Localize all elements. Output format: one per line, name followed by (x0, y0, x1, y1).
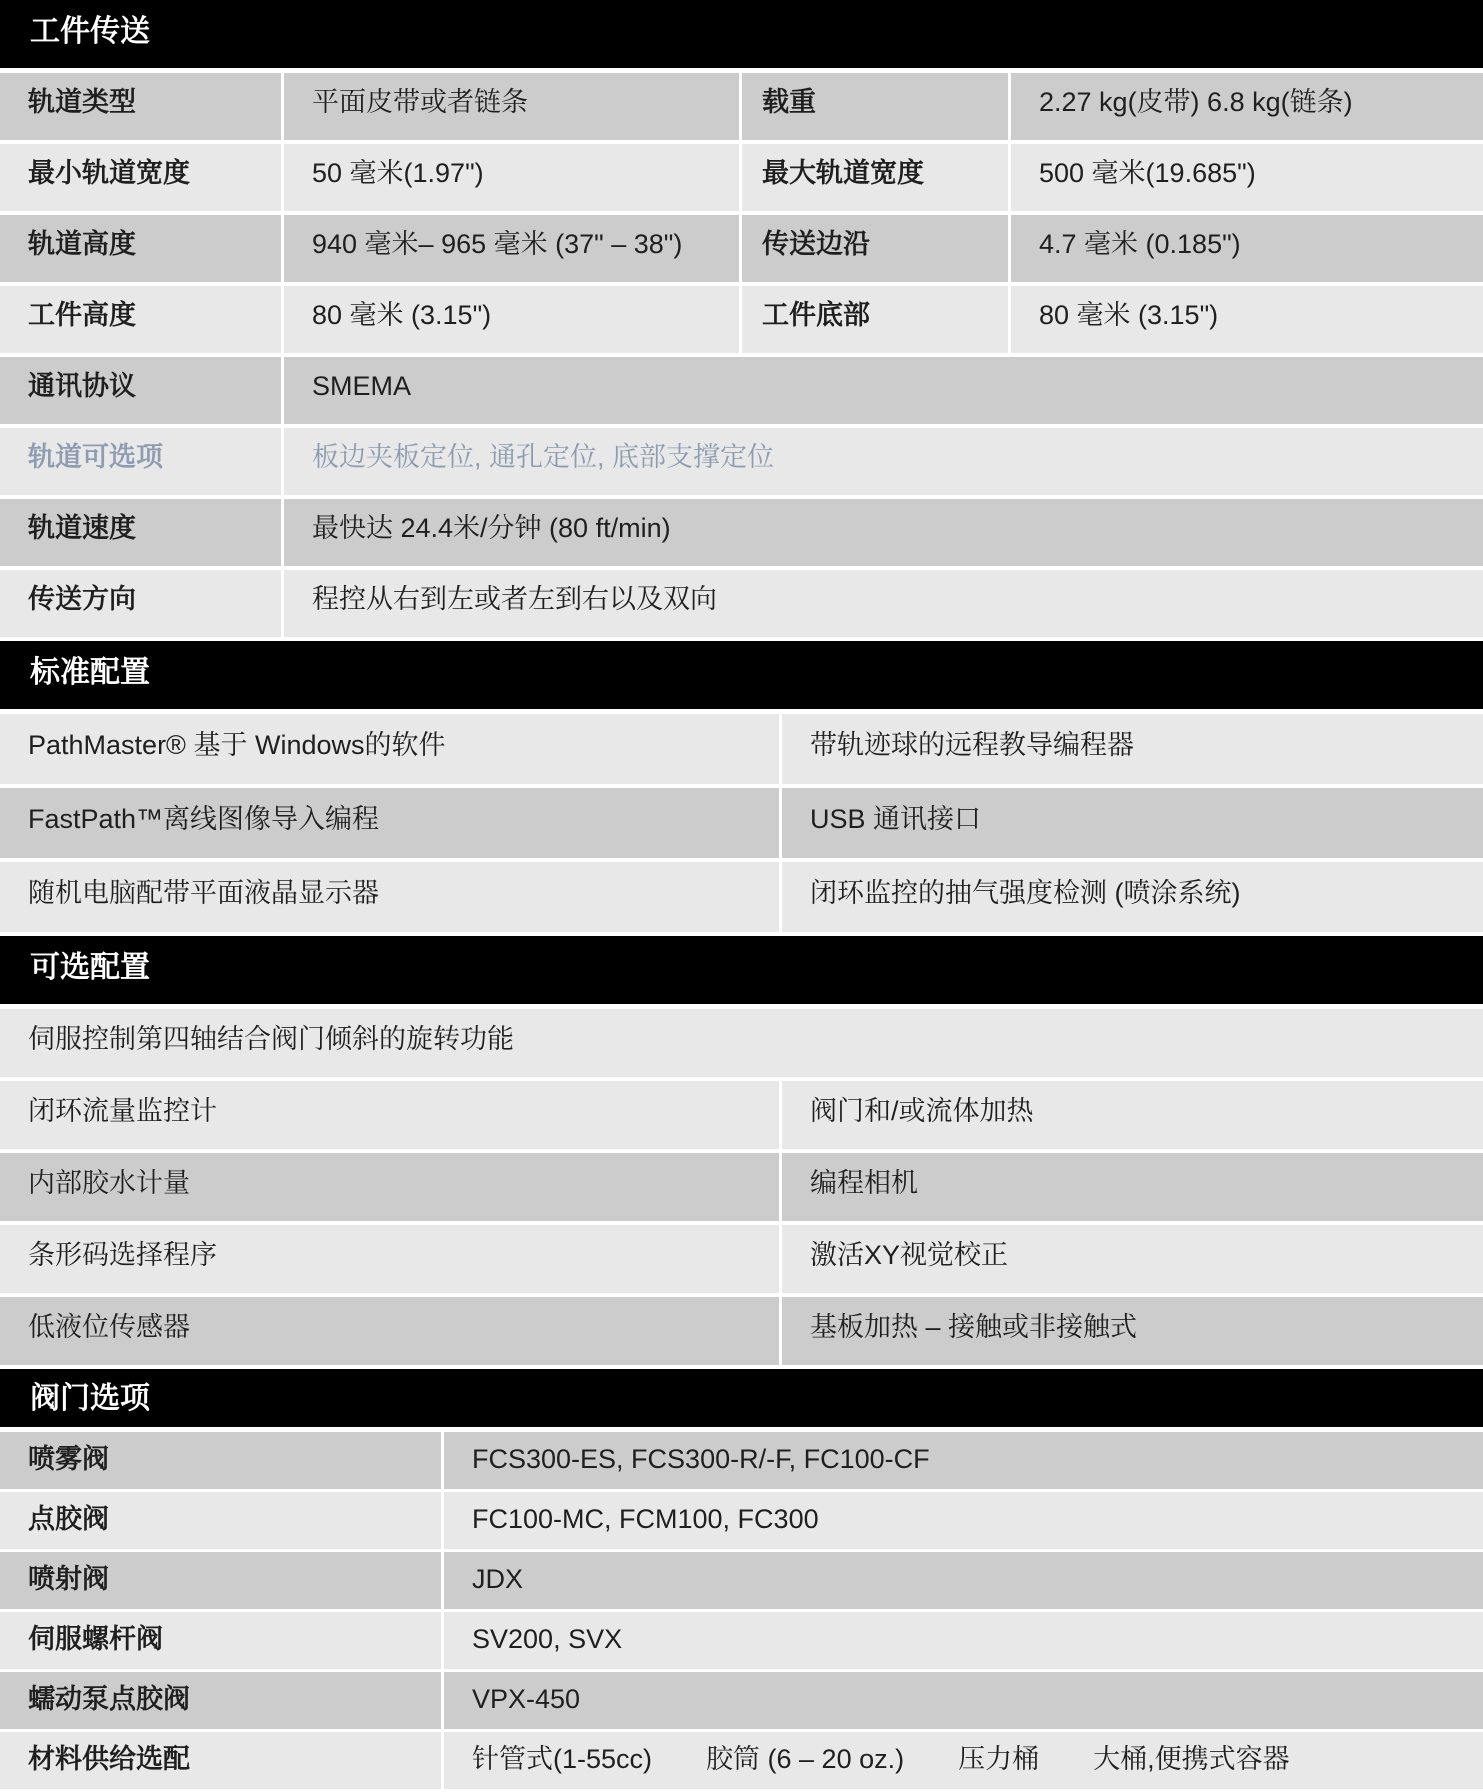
feature-item: 闭环流量监控计 (0, 1081, 779, 1149)
feature-item: 阀门和/或流体加热 (782, 1081, 1483, 1149)
row-value: 940 毫米– 965 毫米 (37" – 38") (284, 215, 739, 282)
spec-row (0, 215, 1483, 282)
row-label: 材料供给选配 (0, 1732, 441, 1789)
row-label: 通讯协议 (0, 357, 281, 424)
feature-item: USB 通讯接口 (782, 788, 1483, 858)
section-header-standard (0, 641, 1483, 709)
spec-row (0, 714, 1483, 784)
spec-row (0, 788, 1483, 858)
feature-item: 闭环监控的抽气强度检测 (喷涂系统) (782, 862, 1483, 932)
feature-item: PathMaster® 基于 Windows的软件 (0, 714, 779, 784)
row-label: 最大轨道宽度 (742, 144, 1008, 211)
section-title: 可选配置 (30, 951, 150, 984)
section-title: 阀门选项 (30, 1382, 150, 1415)
row-label: 传送边沿 (742, 215, 1008, 282)
row-value: 针管式(1-55cc) 胶筒 (6 – 20 oz.) 压力桶 大桶,便携式容器 (444, 1732, 1483, 1789)
row-label: 传送方向 (0, 570, 281, 637)
row-label: 轨道类型 (0, 73, 281, 140)
feature-item: FastPath™离线图像导入编程 (0, 788, 779, 858)
feature-item: 编程相机 (782, 1153, 1483, 1221)
row-value: 平面皮带或者链条 (284, 73, 739, 140)
feature-item: 条形码选择程序 (0, 1225, 779, 1293)
row-label: 轨道高度 (0, 215, 281, 282)
section-header-optional (0, 936, 1483, 1004)
spec-row (0, 1432, 1483, 1489)
row-value: 程控从右到左或者左到右以及双向 (284, 570, 1483, 637)
spec-row (0, 499, 1483, 566)
row-label: 喷雾阀 (0, 1432, 441, 1489)
spec-row (0, 144, 1483, 211)
row-value: SV200, SVX (444, 1612, 1483, 1669)
row-value: 最快达 24.4米/分钟 (80 ft/min) (284, 499, 1483, 566)
spec-row (0, 428, 1483, 495)
feature-item: 带轨迹球的远程教导编程器 (782, 714, 1483, 784)
row-value: 50 毫米(1.97") (284, 144, 739, 211)
spec-row (0, 1672, 1483, 1729)
row-label: 轨道可选项 (0, 428, 281, 495)
spec-row (0, 1081, 1483, 1149)
spec-row (0, 357, 1483, 424)
row-label: 伺服螺杆阀 (0, 1612, 441, 1669)
spec-row (0, 1732, 1483, 1789)
spec-row (0, 1009, 1483, 1077)
feature-item: 伺服控制第四轴结合阀门倾斜的旋转功能 (0, 1009, 1483, 1077)
spec-row (0, 286, 1483, 353)
row-label: 蠕动泵点胶阀 (0, 1672, 441, 1729)
row-value: 80 毫米 (3.15") (284, 286, 739, 353)
feature-item: 内部胶水计量 (0, 1153, 779, 1221)
spec-row (0, 1552, 1483, 1609)
row-value: JDX (444, 1552, 1483, 1609)
section-title: 标准配置 (30, 656, 150, 689)
row-label: 工件高度 (0, 286, 281, 353)
row-label: 工件底部 (742, 286, 1008, 353)
row-label: 喷射阀 (0, 1552, 441, 1609)
row-value: 4.7 毫米 (0.185") (1011, 215, 1483, 282)
feature-item: 随机电脑配带平面液晶显示器 (0, 862, 779, 932)
row-value: FCS300-ES, FCS300-R/-F, FC100-CF (444, 1432, 1483, 1489)
row-value: 板边夹板定位, 通孔定位, 底部支撑定位 (284, 428, 1483, 495)
row-label: 点胶阀 (0, 1492, 441, 1549)
row-value: VPX-450 (444, 1672, 1483, 1729)
row-value: 80 毫米 (3.15") (1011, 286, 1483, 353)
feature-item: 激活XY视觉校正 (782, 1225, 1483, 1293)
section-header-transfer (0, 0, 1483, 68)
row-value: 500 毫米(19.685") (1011, 144, 1483, 211)
spec-row (0, 1612, 1483, 1669)
row-value: SMEMA (284, 357, 1483, 424)
row-value: FC100-MC, FCM100, FC300 (444, 1492, 1483, 1549)
section-title: 工件传送 (30, 15, 150, 48)
spec-row (0, 1492, 1483, 1549)
row-label: 载重 (742, 73, 1008, 140)
spec-row (0, 73, 1483, 140)
feature-item: 基板加热 – 接触或非接触式 (782, 1297, 1483, 1365)
row-label: 最小轨道宽度 (0, 144, 281, 211)
row-label: 轨道速度 (0, 499, 281, 566)
spec-row (0, 1297, 1483, 1365)
spec-row (0, 862, 1483, 932)
section-header-valves (0, 1369, 1483, 1427)
row-value: 2.27 kg(皮带) 6.8 kg(链条) (1011, 73, 1483, 140)
spec-row (0, 1225, 1483, 1293)
spec-row (0, 570, 1483, 637)
spec-row (0, 1153, 1483, 1221)
feature-item: 低液位传感器 (0, 1297, 779, 1365)
